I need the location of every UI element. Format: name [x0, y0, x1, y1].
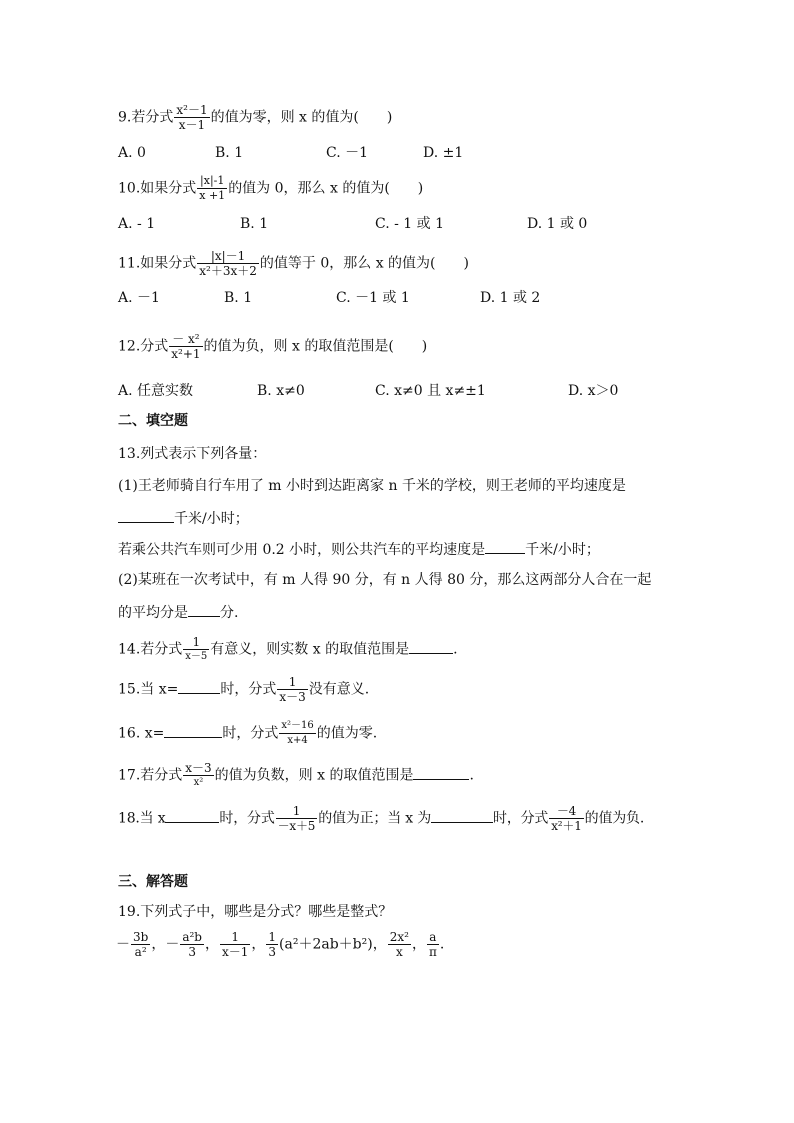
q19-expressions	[116, 930, 444, 959]
q13-blank-1[interactable]	[118, 508, 174, 523]
q13-unit-1: 千米/小时；	[174, 511, 249, 527]
q18-denominator-1: －x＋5	[277, 819, 316, 833]
q16-suffix: 的值为零.	[316, 725, 378, 742]
q12-option-c: C. x≠0 且 x≠±1	[375, 383, 486, 399]
q19-expr5	[388, 930, 411, 959]
q13-title: 13.列式表示下列各量：	[118, 446, 267, 462]
q13-part1-line1: (1)王老师骑自行车用了 m 小时到达距离家 n 千米的学校，则王老师的平均速度是	[118, 478, 626, 494]
q10-prefix: 10.如果分式	[118, 180, 197, 197]
q18-mid3: 时，分式	[493, 810, 549, 827]
q13-avg-text: 的平均分是	[118, 605, 188, 621]
q19-expr6-numerator: a	[429, 930, 437, 944]
q14-blank[interactable]	[409, 639, 453, 654]
q16-fraction	[279, 719, 315, 748]
q10-numerator: |x|-1	[200, 174, 225, 187]
q19-expr6-sep: ，	[411, 936, 426, 953]
q10-suffix: 的值为 0，那么 x 的值为( )	[228, 180, 424, 197]
q16-mid: 时，分式	[222, 725, 279, 742]
q12-denominator: x²+1	[171, 347, 201, 361]
q11-option-a: A. －1	[118, 290, 160, 306]
q18-suffix: 的值为负.	[584, 810, 645, 827]
q11-suffix: 的值等于 0，那么 x 的值为( )	[259, 255, 469, 272]
q11-numerator: |x|－1	[210, 249, 246, 263]
q15-denominator: x－3	[279, 690, 306, 704]
q11-option-c: C. －1 或 1	[336, 290, 410, 306]
q19-expr3-denominator: x－1	[221, 945, 249, 959]
q14-prefix: 14.若分式	[118, 641, 183, 658]
q9-fraction	[174, 103, 209, 132]
q11-fraction	[197, 249, 259, 278]
q10-option-d: D. 1 或 0	[527, 216, 588, 232]
q19-expr5-denominator: x	[388, 944, 411, 959]
q19-title: 19.下列式子中，哪些是分式？哪些是整式？	[118, 904, 393, 920]
q18-blank-1[interactable]	[165, 808, 219, 823]
q19-expr1	[131, 930, 150, 959]
q15-suffix: 没有意义.	[308, 681, 370, 698]
q19-expr1-numerator: 3b	[133, 930, 149, 944]
q19-expr4-numerator: 1	[268, 930, 277, 944]
q19-expr4-sep: ，	[251, 936, 266, 953]
q10-option-c: C. - 1 或 1	[375, 216, 445, 232]
q17-suffix: 的值为负数，则 x 的取值范围是	[214, 767, 414, 784]
q19-expr1-denominator: a²	[131, 944, 150, 959]
question-17	[118, 761, 474, 790]
q18-denominator-2: x²＋1	[551, 819, 582, 833]
q9-numerator: x²－1	[176, 103, 208, 117]
q10-fraction	[197, 174, 227, 203]
q19-expr6	[427, 930, 439, 959]
q19-expr2-denominator: 3	[180, 944, 204, 959]
q12-option-a: A. 任意实数	[118, 383, 194, 399]
q13-part2-line2	[118, 602, 238, 623]
q19-expr2-numerator: a²b	[182, 930, 202, 944]
question-11	[118, 249, 469, 278]
section-answer-heading: 三、解答题	[118, 874, 188, 890]
q15-fraction	[277, 675, 307, 704]
q9-denominator: x－1	[174, 117, 209, 132]
q15-blank[interactable]	[178, 679, 220, 694]
q9-option-c: C. －1	[326, 145, 369, 161]
question-9	[118, 103, 392, 132]
q12-option-b: B. x≠0	[257, 383, 305, 399]
q18-fraction-1	[276, 804, 318, 833]
q19-expr2	[180, 930, 204, 959]
q13-part1-line2	[118, 508, 249, 529]
section-fill-in-heading: 二、填空题	[118, 413, 188, 429]
q13-part1-line3	[118, 539, 600, 560]
q19-expr5-numerator: 2x²	[389, 930, 409, 944]
q18-fraction-2	[549, 804, 583, 833]
q12-prefix: 12.分式	[118, 338, 169, 355]
q16-denominator: x+4	[279, 733, 315, 748]
q18-numerator-1: 1	[292, 804, 301, 818]
q19-expr2-sign: ，－	[151, 936, 180, 953]
question-10	[118, 174, 423, 203]
question-15	[118, 675, 369, 704]
q15-prefix: 15.当 x=	[118, 681, 179, 698]
q17-numerator: x－3	[185, 761, 212, 775]
q19-expr6-denominator: π	[428, 945, 437, 959]
q14-fraction	[183, 635, 209, 664]
q19-expr3	[220, 930, 250, 959]
q18-blank-2[interactable]	[431, 808, 493, 823]
q12-option-d: D. x＞0	[568, 383, 619, 399]
q19-expr4	[266, 930, 278, 959]
q13-blank-3[interactable]	[188, 602, 220, 617]
q9-option-b: B. 1	[215, 145, 244, 161]
q13-bus-text: 若乘公共汽车则可少用 0.2 小时，则公共汽车的平均速度是	[118, 542, 486, 558]
q15-numerator: 1	[288, 675, 297, 689]
q18-numerator-2: －4	[556, 804, 577, 818]
question-12	[118, 332, 427, 361]
q17-blank[interactable]	[413, 765, 469, 780]
q10-option-a: A. - 1	[118, 216, 156, 232]
q14-denominator: x－5	[185, 651, 208, 662]
q18-prefix: 18.当 x	[118, 810, 166, 827]
q16-numerator: x²－16	[281, 720, 314, 731]
q19-expr4-denominator: 3	[268, 945, 277, 959]
q9-prefix: 9.若分式	[118, 109, 174, 126]
q13-unit-2: 千米/小时；	[525, 542, 600, 558]
q17-denominator: x²	[183, 775, 213, 790]
q19-expr3-sep: ，	[204, 936, 219, 953]
q12-fraction	[169, 332, 202, 361]
q10-denominator: x +1	[199, 189, 226, 202]
question-14	[118, 635, 458, 664]
q17-end: .	[469, 767, 474, 784]
q13-blank-2[interactable]	[485, 539, 525, 554]
q15-mid: 时，分式	[220, 681, 277, 698]
q11-option-d: D. 1 或 2	[480, 290, 541, 306]
q14-end: .	[453, 641, 458, 658]
q19-expr4-tail: (a²＋2ab＋b²)，	[279, 936, 387, 953]
q13-avg-unit: 分.	[220, 605, 239, 621]
q9-option-d: D. ±1	[423, 145, 464, 161]
q19-expr1-sign: －	[116, 936, 130, 953]
q18-mid2: 的值为正；当 x 为	[318, 810, 432, 827]
q11-denominator: x²＋3x＋2	[199, 264, 257, 278]
q17-fraction	[183, 761, 213, 790]
q12-numerator: － x²	[172, 332, 200, 346]
q16-blank[interactable]	[164, 723, 222, 738]
q12-suffix: 的值为负，则 x 的取值范围是( )	[203, 338, 428, 355]
q9-suffix: 的值为零，则 x 的值为( )	[210, 109, 393, 126]
q19-expr-end: .	[439, 936, 445, 953]
q11-prefix: 11.如果分式	[118, 255, 197, 272]
q13-part2-line1: (2)某班在一次考试中，有 m 人得 90 分，有 n 人得 80 分，那么这两部分人合在一起	[118, 572, 652, 588]
q19-expr3-numerator: 1	[231, 930, 239, 944]
q9-option-a: A. 0	[118, 145, 146, 161]
q14-suffix: 有意义，则实数 x 的取值范围是	[210, 641, 410, 658]
q10-option-b: B. 1	[240, 216, 269, 232]
question-16	[118, 719, 377, 748]
q11-option-b: B. 1	[224, 290, 253, 306]
q18-mid: 时，分式	[219, 810, 275, 827]
q14-numerator: 1	[192, 635, 201, 649]
q16-prefix: 16. x=	[118, 725, 165, 742]
question-18	[118, 804, 644, 833]
q17-prefix: 17.若分式	[118, 767, 183, 784]
